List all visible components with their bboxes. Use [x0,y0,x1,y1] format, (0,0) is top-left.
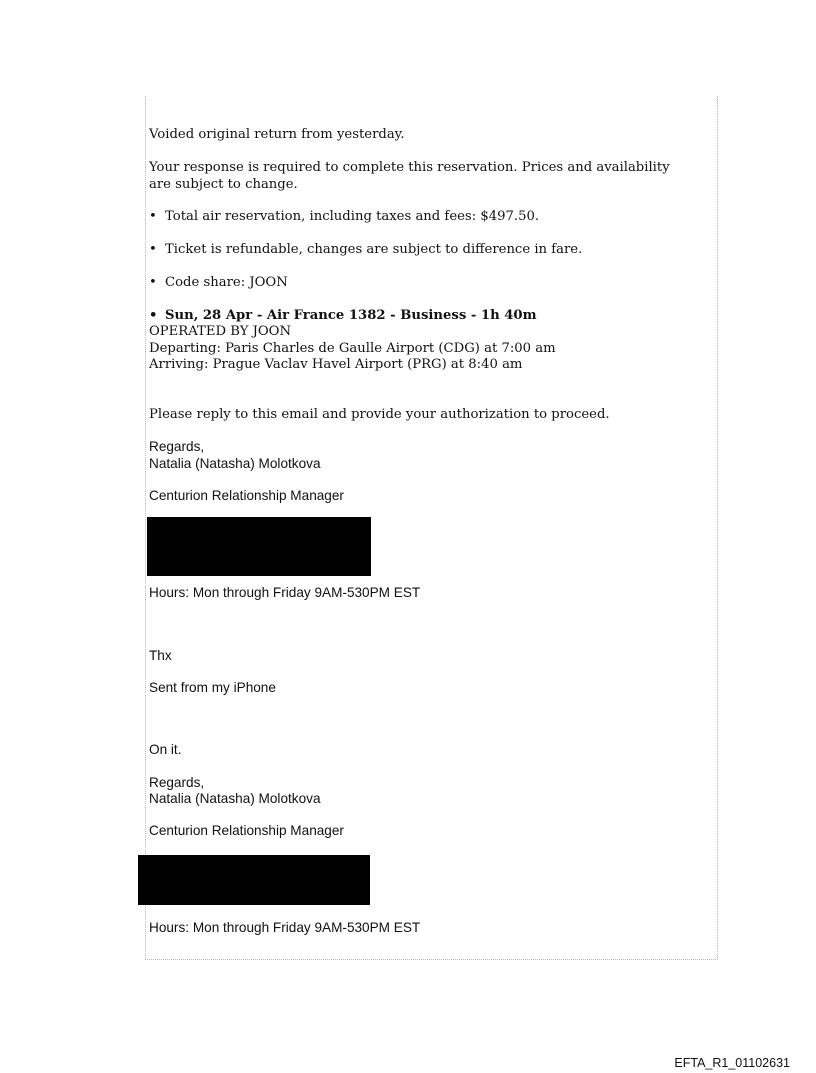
response-required-line-2: are subject to change. [149,177,298,192]
sender-name: Natalia (Natasha) Molotkova [149,456,321,471]
bullet-code-share: • Code share: JOON [149,275,288,292]
document-id: EFTA_R1_01102631 [674,1056,790,1070]
response-required-line-1: Your response is required to complete this reservation. Prices and availability [149,160,670,175]
sender-name-2: Natalia (Natasha) Molotkova [149,791,321,806]
sender-title: Centurion Relationship Manager [149,488,344,503]
on-it-note: On it. [149,742,182,757]
operated-by: OPERATED BY JOON [149,324,292,339]
voided-note: Voided original return from yesterday. [149,127,405,142]
office-hours: Hours: Mon through Friday 9AM-530PM EST [149,585,421,600]
sender-title-2: Centurion Relationship Manager [149,823,344,838]
bullet-total-reservation: • Total air reservation, including taxes and fees: $497.50. [149,209,539,226]
reply-request: Please reply to this email and provide your authorization to proceed. [149,407,610,422]
flight-heading: • Sun, 28 Apr - Air France 1382 - Business - 1h 40m [149,308,537,325]
redaction-block-2 [138,855,370,905]
regards: Regards, [149,439,205,454]
office-hours-2: Hours: Mon through Friday 9AM-530PM EST [149,920,421,935]
departing-info: Departing: Paris Charles de Gaulle Airport (CDG) at 7:00 am [149,341,556,356]
bullet-refundable: • Ticket is refundable, changes are subject to difference in fare. [149,242,582,259]
arriving-info: Arriving: Prague Vaclav Havel Airport (PRG) at 8:40 am [149,357,523,372]
sent-from-iphone: Sent from my iPhone [149,680,276,695]
redaction-block [147,517,371,576]
regards-2: Regards, [149,775,205,790]
reply-thx: Thx [149,648,172,663]
